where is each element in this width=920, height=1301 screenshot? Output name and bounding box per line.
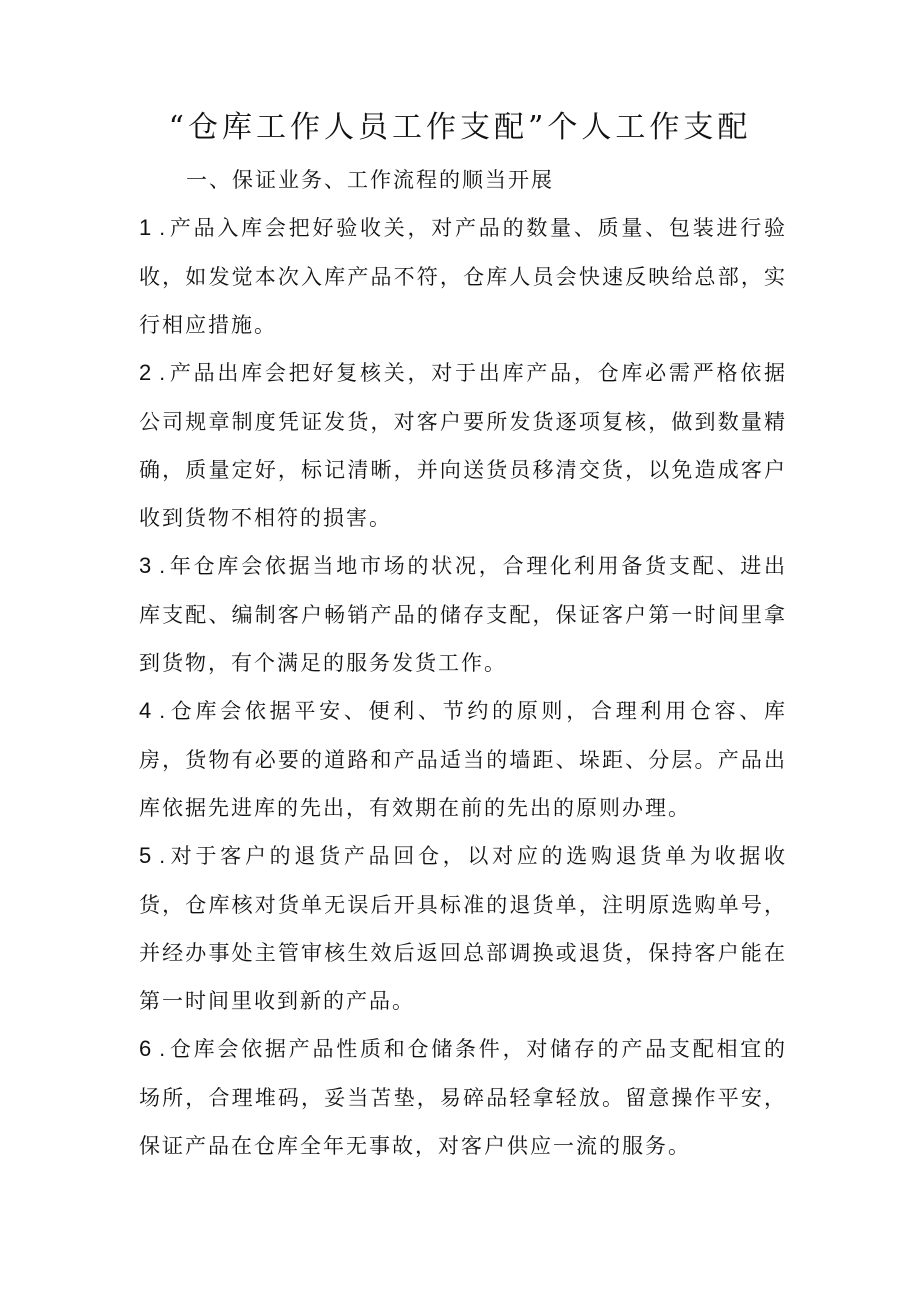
section-heading: 一、保证业务、工作流程的顺当开展 xyxy=(186,168,554,192)
item-text: 仓库会依据产品性质和仓储条件，对储存的产品支配相宜的场所，合理堆码，妥当苫垫，易碎品轻拿轻放。留意操作平安，保证产品在仓库全年无事故，对客户供应一流的服务。 xyxy=(139,1037,787,1158)
item-number: 6 xyxy=(139,1036,152,1061)
item-text: 对于客户的退货产品回仓，以对应的选购退货单为收据收货，仓库核对货单无误后开具标准的退货单，注明原选购单号，并经办事处主管审核生效后返回总部调换或退货，保持客户能在第一时间里收到新的产品。 xyxy=(139,844,787,1013)
list-item: 3 . 年仓库会依据当地市场的状况，合理化利用备货支配、进出库支配、编制客户畅销产品的储存支配，保证客户第一时间里拿到货物，有个满足的服务发货工作。 xyxy=(139,553,787,675)
item-text: 产品入库会把好验收关，对产品的数量、质量、包装进行验收，如发觉本次入库产品不符，仓库人员会快速反映给总部，实行相应措施。 xyxy=(139,216,787,337)
list-item: 1 . 产品入库会把好验收关，对产品的数量、质量、包装进行验收，如发觉本次入库产品不符，仓库人员会快速反映给总部，实行相应措施。 xyxy=(139,215,787,337)
item-list xyxy=(139,204,787,1170)
list-item: 4 . 仓库会依据平安、便利、节约的原则，合理利用仓容、库房，货物有必要的道路和产品适当的墙距、垛距、分层。产品出库依据先进库的先出，有效期在前的先出的原则办理。 xyxy=(139,698,787,820)
item-number: 5 xyxy=(139,843,152,868)
item-number: 4 xyxy=(139,698,152,723)
list-item: 6 . 仓库会依据产品性质和仓储条件，对储存的产品支配相宜的场所，合理堆码，妥当苫垫，易碎品轻拿轻放。留意操作平安，保证产品在仓库全年无事故，对客户供应一流的服务。 xyxy=(139,1036,787,1158)
document-title: “仓库工作人员工作支配”个人工作支配 xyxy=(168,110,752,145)
list-item: 5 . 对于客户的退货产品回仓，以对应的选购退货单为收据收货，仓库核对货单无误后开具标准的退货单，注明原选购单号，并经办事处主管审核生效后返回总部调换或退货，保持客户能在第一时间里收到新的产品。 xyxy=(139,843,787,1013)
item-text: 年仓库会依据当地市场的状况，合理化利用备货支配、进出库支配、编制客户畅销产品的储存支配，保证客户第一时间里拿到货物，有个满足的服务发货工作。 xyxy=(139,554,787,675)
item-number: 2 xyxy=(139,360,152,385)
item-text: 仓库会依据平安、便利、节约的原则，合理利用仓容、库房，货物有必要的道路和产品适当的墙距、垛距、分层。产品出库依据先进库的先出，有效期在前的先出的原则办理。 xyxy=(139,699,787,820)
item-number: 1 xyxy=(139,215,152,240)
item-number: 3 xyxy=(139,553,152,578)
item-text: 产品出库会把好复核关，对于出库产品，仓库必需严格依据公司规章制度凭证发货，对客户要所发货逐项复核，做到数量精确，质量定好，标记清晰，并向送货员移清交货，以免造成客户收到货物不相符的损害。 xyxy=(139,361,787,530)
list-item: 2 . 产品出库会把好复核关，对于出库产品，仓库必需严格依据公司规章制度凭证发货，对客户要所发货逐项复核，做到数量精确，质量定好，标记清晰，并向送货员移清交货，以免造成客户收到货物不相符的损害。 xyxy=(139,360,787,530)
